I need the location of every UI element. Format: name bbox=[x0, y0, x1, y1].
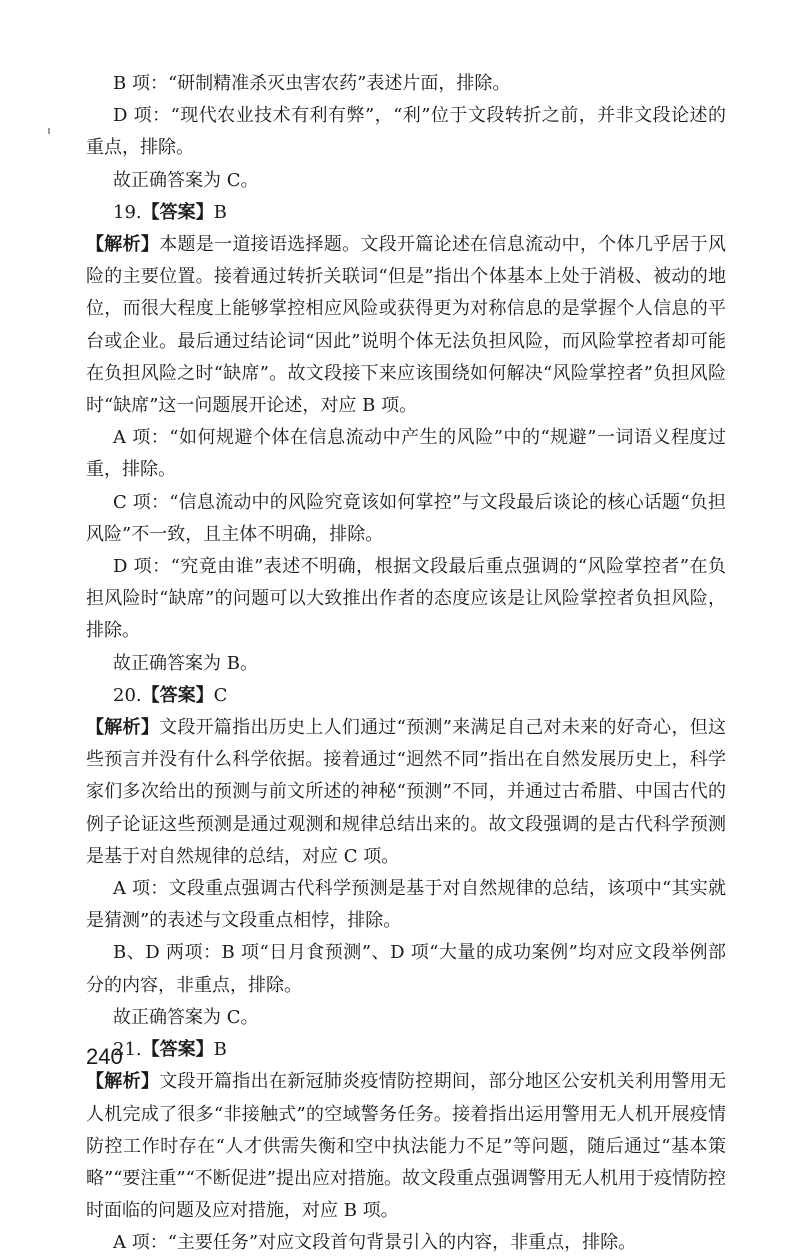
paragraph bbox=[86, 68, 726, 100]
paragraph-text: D 项：“现代农业技术有利有弊”，“利”位于文段转折之前，并非文段论述的重点，排除。 bbox=[86, 105, 726, 159]
section-label: 【解析】 bbox=[86, 234, 160, 256]
question-number: 21. bbox=[113, 1039, 142, 1061]
analysis-paragraph bbox=[86, 229, 726, 422]
paragraph-text: B 项：“研制精准杀灭虫害农药”表述片面，排除。 bbox=[113, 73, 511, 94]
document-body bbox=[86, 68, 726, 1260]
section-label: 【答案】 bbox=[141, 684, 214, 706]
paragraph bbox=[86, 551, 726, 648]
paragraph-text: 文段开篇指出历史上人们通过“预测”来满足自己对未来的好奇心，但这些预言并没有什么科学依据。接着通过“迥然不同”指出在自然发展历史上，科学家们多次给出的预测与前文所述的神秘“预测”不同，并通过古希腊、中国古代的例子论证这些预测是通过观测和规律总结出来的。故文段强调的是古代科学预测是基于对自然规律的总结，对应 C 项。 bbox=[86, 717, 727, 867]
paragraph-text: D 项：“究竟由谁”表述不明确，根据文段最后重点强调的“风险掌控者”在负担风险时“缺席”的问题可以大致推出作者的态度应该是让风险掌控者负担风险，排除。 bbox=[86, 556, 726, 642]
paragraph-text: B bbox=[213, 201, 227, 223]
paragraph bbox=[86, 873, 726, 937]
analysis-paragraph bbox=[86, 1066, 726, 1227]
paragraph-text: 故正确答案为 C。 bbox=[113, 169, 259, 191]
answer-line bbox=[86, 1034, 726, 1066]
paragraph bbox=[86, 165, 726, 197]
paragraph-text: A 项：“主要任务”对应文段首句背景引入的内容，非重点，排除。 bbox=[113, 1232, 637, 1254]
page-number: 240 bbox=[86, 1044, 123, 1069]
analysis-paragraph bbox=[86, 712, 726, 873]
paragraph-text: B bbox=[213, 1039, 227, 1061]
paragraph-text: A 项：“如何规避个体在信息流动中产生的风险”中的“规避”一词语义程度过重，排除。 bbox=[86, 427, 726, 481]
section-label: 【答案】 bbox=[141, 1039, 214, 1061]
paragraph bbox=[86, 422, 726, 486]
paragraph-text: 文段开篇指出在新冠肺炎疫情防控期间，部分地区公安机关利用警用无人机完成了很多“非接触式”的空域警务任务。接着指出运用警用无人机开展疫情防控工作时存在“人才供需失衡和空中执法能力不足”等问题，随后通过“基本策略”“要注重”“不断促进”提出应对措施。故文段重点强调警用无人机用于疫情防控时面临的问题及应对措施，对应 B 项。 bbox=[86, 1071, 727, 1222]
paragraph-text: 故正确答案为 C。 bbox=[113, 1006, 259, 1028]
answer-line bbox=[86, 680, 726, 712]
paragraph-text: 本题是一道接语选择题。文段开篇论述在信息流动中，个体几乎居于风险的主要位置。接着通过转折关联词“但是”指出个体基本上处于消极、被动的地位，而很大程度上能够掌控相应风险或获得更为对称信息的是掌握个人信息的平台或企业。最后通过结论词“因此”说明个体无法负担风险，而风险掌控者却可能在负担风险之时“缺席”。故文段接下来应该围绕如何解决“风险掌控者”负担风险时“缺席”这一问题展开论述，对应 B 项。 bbox=[86, 234, 727, 417]
paragraph bbox=[86, 1227, 726, 1259]
paragraph-text: B、D 两项：B 项“日月食预测”、D 项“大量的成功案例”均对应文段举例部分的内容，非重点，排除。 bbox=[86, 942, 726, 996]
paragraph-text: 故正确答案为 B。 bbox=[113, 652, 258, 674]
section-label: 【解析】 bbox=[86, 1071, 160, 1093]
paragraph-text: C bbox=[213, 684, 228, 706]
section-label: 【解析】 bbox=[86, 717, 160, 739]
margin-mark bbox=[48, 128, 50, 134]
paragraph bbox=[86, 487, 726, 551]
paragraph-text: C 项：“信息流动中的风险究竟该如何掌控”与文段最后谈论的核心话题“负担风险”不一致，且主体不明确，排除。 bbox=[86, 491, 726, 545]
paragraph bbox=[86, 100, 726, 164]
paragraph bbox=[86, 648, 726, 680]
question-number: 19. bbox=[113, 201, 142, 223]
paragraph bbox=[86, 1002, 726, 1034]
section-label: 【答案】 bbox=[141, 201, 214, 223]
answer-line bbox=[86, 197, 726, 229]
question-number: 20. bbox=[113, 684, 142, 706]
paragraph-text: A 项：文段重点强调古代科学预测是基于对自然规律的总结，该项中“其实就是猜测”的表述与文段重点相悖，排除。 bbox=[86, 878, 726, 932]
paragraph bbox=[86, 937, 726, 1001]
